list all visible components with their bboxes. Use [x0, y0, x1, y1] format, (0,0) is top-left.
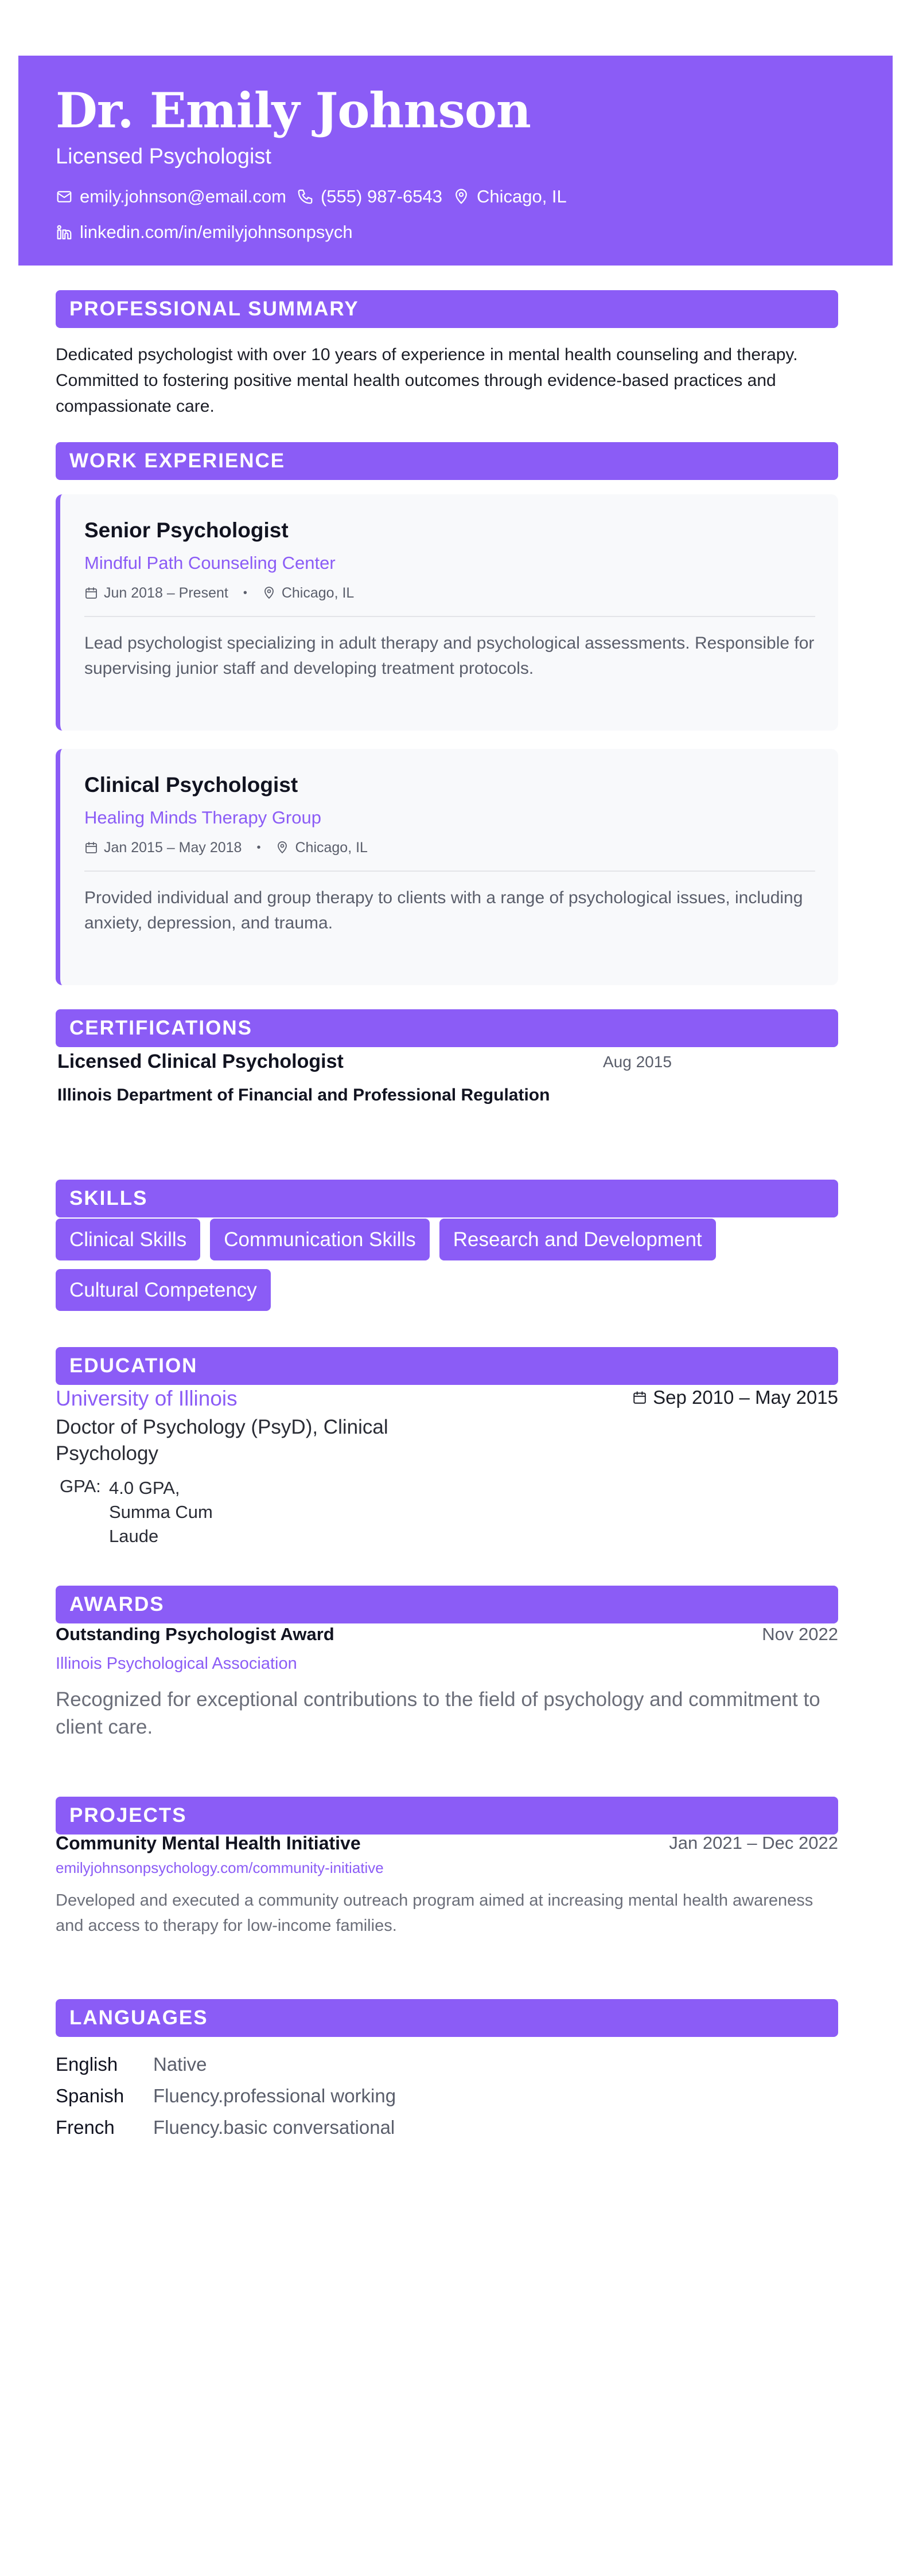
job-dates: Jan 2015 – May 2018	[104, 840, 242, 856]
map-pin-icon	[275, 841, 289, 854]
skill-tag: Communication Skills	[210, 1219, 430, 1260]
language-name: Spanish	[56, 2085, 124, 2106]
job-location: Chicago, IL	[281, 585, 355, 601]
award-title: Outstanding Psychologist Award	[56, 1624, 334, 1644]
award-organization: Illinois Psychological Association	[56, 1654, 297, 1673]
section-header-certifications: CERTIFICATIONS	[56, 1009, 838, 1047]
section-header-work: WORK EXPERIENCE	[56, 442, 838, 480]
calendar-icon	[84, 586, 98, 600]
section-header-projects: PROJECTS	[56, 1797, 838, 1835]
contact-phone[interactable]	[297, 185, 442, 208]
language-level: Fluency.basic conversational	[153, 2117, 395, 2138]
work-card	[56, 494, 838, 731]
project-description: Developed and executed a community outreach program aimed at increasing mental health awareness and access to therapy for low-income families.	[56, 1891, 813, 1935]
project-link[interactable]: emilyjohnsonpsychology.com/community-initiative	[56, 1859, 384, 1876]
separator-dot: •	[243, 587, 247, 599]
location-text: Chicago, IL	[476, 186, 567, 206]
contact-location	[453, 185, 567, 208]
candidate-name: Dr. Emily Johnson	[56, 82, 531, 139]
job-dates: Jun 2018 – Present	[104, 585, 228, 601]
language-name: French	[56, 2117, 115, 2138]
gpa-value: 4.0 GPA, Summa Cum Laude	[109, 1478, 213, 1546]
map-pin-icon	[262, 586, 276, 600]
calendar-icon	[84, 841, 98, 854]
linkedin-text: linkedin.com/in/emilyjohnsonpsych	[80, 222, 353, 242]
project-dates: Jan 2021 – Dec 2022	[669, 1833, 838, 1853]
education-dates-text: Sep 2010 – May 2015	[653, 1387, 838, 1408]
job-title: Clinical Psychologist	[84, 773, 298, 797]
contact-email[interactable]	[56, 185, 286, 208]
education-dates	[632, 1387, 838, 1408]
map-pin-icon	[453, 188, 470, 205]
job-meta	[84, 584, 815, 602]
linkedin-icon	[56, 224, 73, 241]
resume-header	[18, 56, 893, 266]
divider	[84, 871, 815, 872]
award-date: Nov 2022	[762, 1624, 838, 1644]
job-title: Senior Psychologist	[84, 518, 289, 542]
mail-icon	[56, 188, 73, 205]
language-row	[56, 2052, 207, 2077]
work-card	[56, 749, 838, 985]
language-row	[56, 2115, 395, 2140]
separator-dot: •	[256, 841, 261, 854]
skill-tag: Cultural Competency	[56, 1269, 271, 1311]
candidate-title: Licensed Psychologist	[56, 145, 271, 169]
language-level: Native	[153, 2054, 207, 2075]
section-header-education: EDUCATION	[56, 1347, 838, 1385]
certification-name: Licensed Clinical Psychologist	[57, 1051, 344, 1072]
language-row	[56, 2083, 396, 2109]
job-description: Lead psychologist specializing in adult therapy and psychological assessments. Responsible for supervising junior staff and developing treatment protocols.	[84, 634, 815, 678]
job-location: Chicago, IL	[295, 840, 368, 856]
section-header-skills: SKILLS	[56, 1180, 838, 1217]
company-name: Healing Minds Therapy Group	[84, 807, 321, 828]
project-title: Community Mental Health Initiative	[56, 1833, 361, 1853]
degree-name: Doctor of Psychology (PsyD), Clinical Psychology	[56, 1416, 388, 1465]
certification-issuer: Illinois Department of Financial and Professional Regulation	[57, 1086, 550, 1104]
section-header-summary: PROFESSIONAL SUMMARY	[56, 290, 838, 328]
certification-date: Aug 2015	[603, 1053, 672, 1071]
contact-row-secondary	[56, 221, 855, 244]
phone-icon	[297, 188, 314, 205]
job-meta	[84, 838, 815, 857]
divider	[84, 616, 815, 617]
email-text: emily.johnson@email.com	[80, 186, 286, 206]
company-name: Mindful Path Counseling Center	[84, 553, 336, 573]
calendar-icon	[632, 1390, 647, 1405]
language-level: Fluency.professional working	[153, 2085, 396, 2106]
section-header-languages: LANGUAGES	[56, 1999, 838, 2037]
award-description: Recognized for exceptional contributions to the field of psychology and commitment to client care.	[56, 1688, 820, 1738]
summary-text: Dedicated psychologist with over 10 years of experience in mental health counseling and therapy. Committed to fostering positive mental health outcomes through evidence-based practices and compassionate care.	[56, 345, 798, 416]
school-name: University of Illinois	[56, 1387, 238, 1410]
contact-linkedin[interactable]	[56, 221, 353, 244]
language-name: English	[56, 2054, 118, 2075]
job-description: Provided individual and group therapy to clients with a range of psychological issues, including anxiety, depression, and trauma.	[84, 888, 803, 932]
skill-tag: Clinical Skills	[56, 1219, 200, 1260]
skill-tag: Research and Development	[439, 1219, 716, 1260]
phone-text: (555) 987-6543	[320, 186, 442, 206]
gpa-label: GPA:	[60, 1476, 101, 1496]
section-header-awards: AWARDS	[56, 1586, 838, 1623]
skills-list	[56, 1219, 847, 1320]
contact-row	[56, 185, 855, 208]
